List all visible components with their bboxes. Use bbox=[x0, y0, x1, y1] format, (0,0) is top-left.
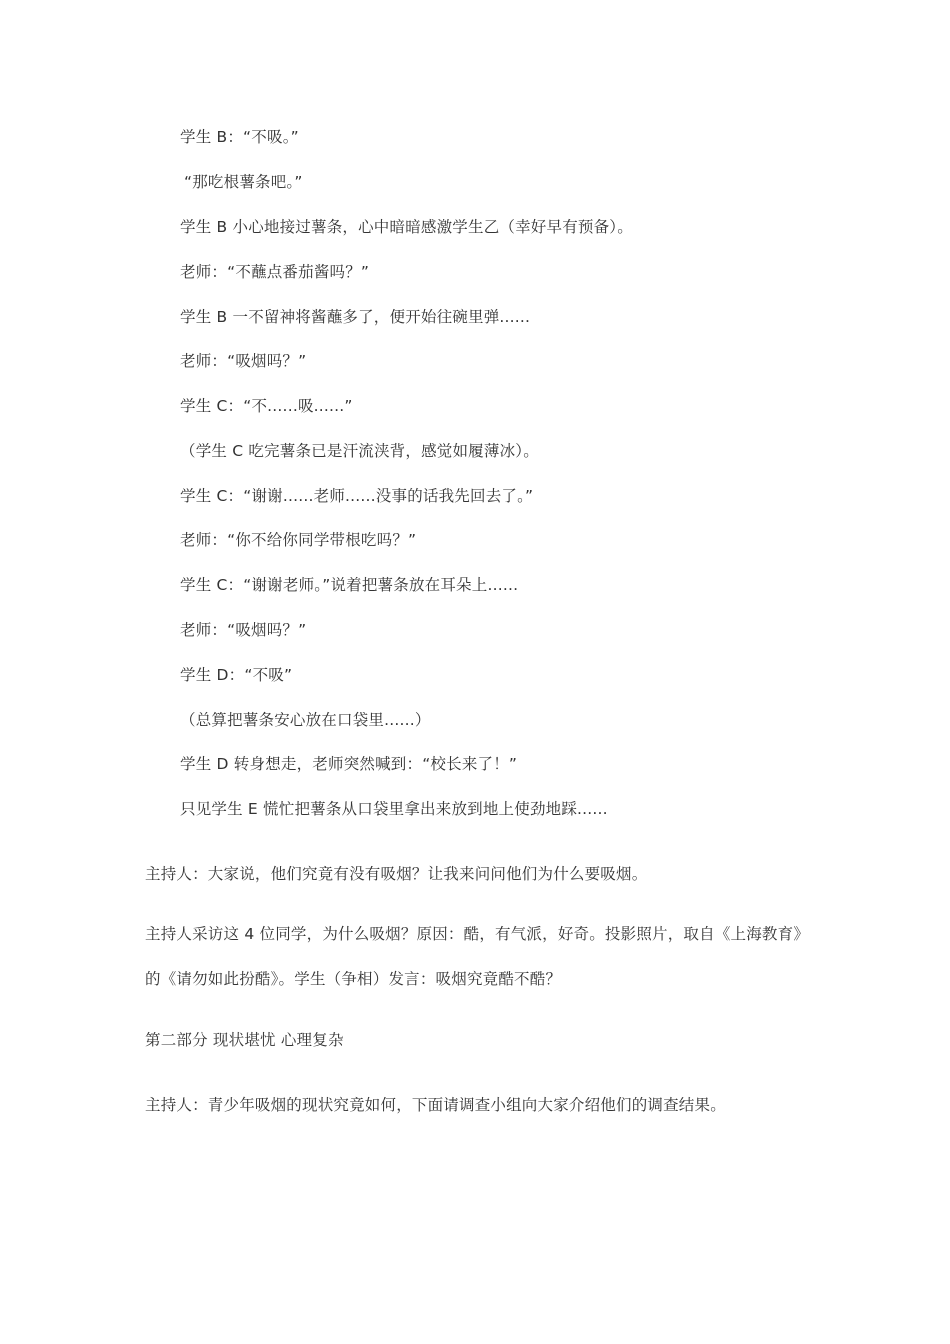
dialogue-line: 学生 B 一不留神将酱蘸多了，便开始往碗里弹...... bbox=[180, 308, 531, 326]
dialogue-line: 学生 B 小心地接过薯条，心中暗暗感激学生乙（幸好早有预备）。 bbox=[180, 218, 633, 236]
dialogue-line: 学生 C：“谢谢老师。”说着把薯条放在耳朵上...... bbox=[180, 576, 519, 594]
section-heading: 第二部分 现状堪忧 心理复杂 bbox=[145, 1031, 344, 1049]
dialogue-line: 学生 C：“不......吸......” bbox=[180, 397, 353, 415]
dialogue-line: 学生 B：“不吸。” bbox=[180, 128, 299, 146]
dialogue-line: 学生 D 转身想走，老师突然喊到：“校长来了！” bbox=[180, 755, 518, 773]
dialogue-line: 学生 C：“谢谢......老师......没事的话我先回去了。” bbox=[180, 487, 534, 505]
interview-paragraph-line-1: 主持人采访这 4 位同学，为什么吸烟？原因：酷，有气派，好奇。投影照片，取自《上海教育》 bbox=[145, 925, 810, 943]
dialogue-line: 老师：“你不给你同学带根吃吗？” bbox=[180, 531, 417, 549]
host-question-paragraph: 主持人：大家说，他们究竟有没有吸烟？让我来问问他们为什么要吸烟。 bbox=[145, 865, 648, 883]
dialogue-line: 老师：“吸烟吗？” bbox=[180, 621, 307, 639]
dialogue-line: “那吃根薯条吧。” bbox=[184, 173, 303, 191]
dialogue-line: 老师：“不蘸点番茄酱吗？” bbox=[180, 263, 370, 281]
dialogue-line: 学生 D：“不吸” bbox=[180, 666, 293, 684]
dialogue-line: 老师：“吸烟吗？” bbox=[180, 352, 307, 370]
stage-direction: （总算把薯条安心放在口袋里......） bbox=[180, 711, 431, 729]
interview-paragraph-line-2: 的《请勿如此扮酷》。学生（争相）发言：吸烟究竟酷不酷？ bbox=[145, 970, 562, 988]
host-survey-paragraph: 主持人：青少年吸烟的现状究竟如何，下面请调查小组向大家介绍他们的调查结果。 bbox=[145, 1096, 726, 1114]
stage-direction: （学生 C 吃完薯条已是汗流浃背，感觉如履薄冰）。 bbox=[180, 442, 539, 460]
dialogue-line: 只见学生 E 慌忙把薯条从口袋里拿出来放到地上使劲地踩...... bbox=[180, 800, 608, 818]
